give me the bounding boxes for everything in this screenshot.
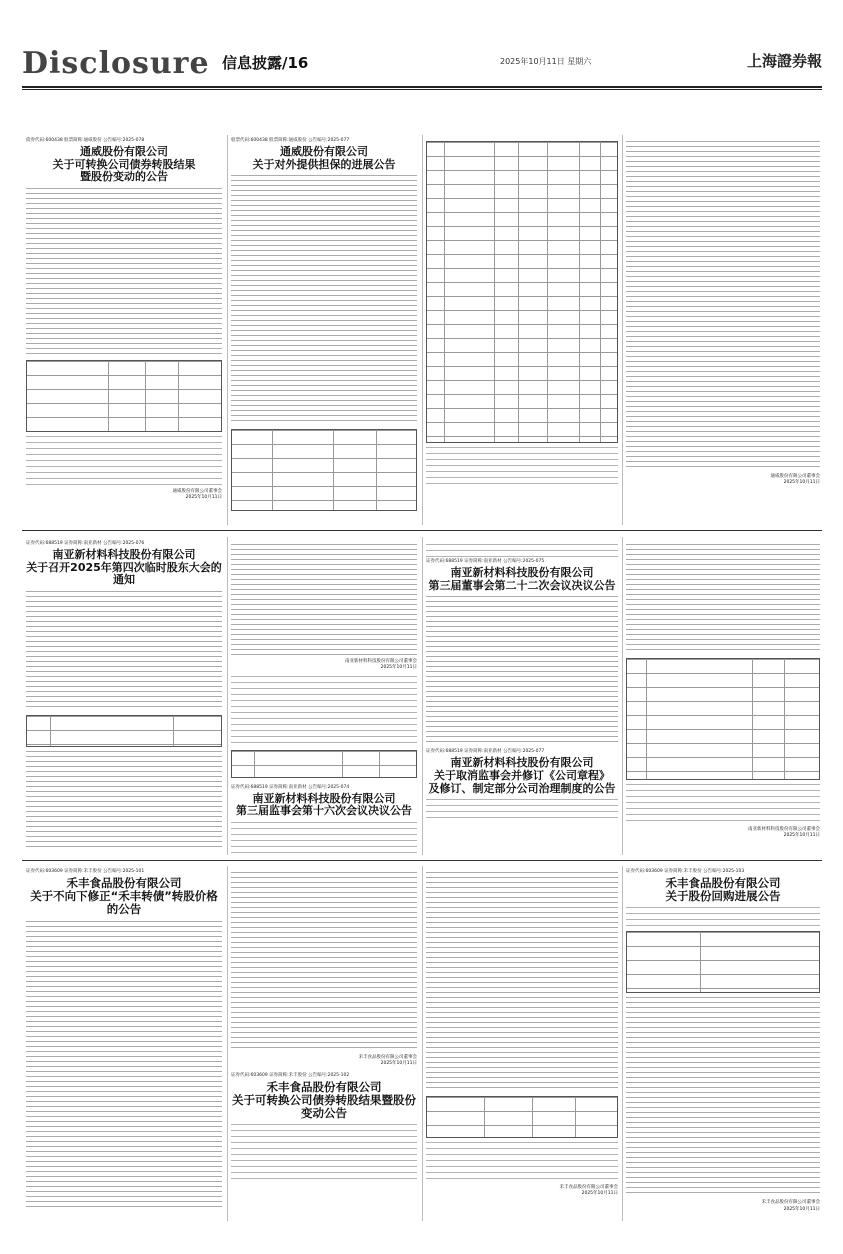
signature: 禾丰食品股份有限公司董事会 2025年10月11日 xyxy=(761,1200,820,1212)
announcement-codes: 证券代码:688519 证券简称:南亚新材 公告编号:2025-075 xyxy=(426,559,545,564)
announcement-codes: 证券代码:603609 证券简称:禾丰股份 公告编号:2025-102 xyxy=(231,1072,350,1078)
table-notes xyxy=(426,447,618,487)
column-divider xyxy=(227,866,228,1221)
brand-wordmark: Disclosure xyxy=(22,46,210,81)
announcement-body xyxy=(231,822,417,856)
announcement-body xyxy=(231,1124,417,1184)
column-divider xyxy=(422,537,423,855)
announcement-body xyxy=(626,141,820,471)
announcement-body xyxy=(231,872,417,1052)
signature: 南亚新材料科技股份有限公司董事会 2025年10月11日 xyxy=(345,659,417,671)
announcement-title: 禾丰食品股份有限公司 关于不向下修正“禾丰转债”转股价格的公告 xyxy=(30,876,218,917)
masthead-rule xyxy=(22,86,822,88)
announcement-codes: 债券代码:600438 股票简称:通威股份 公告编号:2025-078 xyxy=(26,138,145,143)
announcement-title: 通威股份有限公司 关于可转换公司债券转股结果 暨股份变动的公告 xyxy=(52,145,196,184)
band-divider xyxy=(22,860,822,861)
announcement-tongwei-conversion xyxy=(26,137,222,527)
announcement-tongwei-guarantee-cont xyxy=(626,137,820,527)
announcement-title: 南亚新材料科技股份有限公司 第三届监事会第十六次会议决议公告 xyxy=(236,791,412,818)
announcement-nanya-board xyxy=(426,540,618,856)
announcement-hefeng-conversion-cont xyxy=(426,868,618,1220)
announcement-title: 南亚新材料科技股份有限公司 关于召开2025年第四次临时股东大会的通知 xyxy=(26,548,222,587)
column-divider xyxy=(622,866,623,1221)
announcement-body xyxy=(26,188,222,356)
masthead xyxy=(22,40,822,84)
proxy-table xyxy=(231,750,417,778)
announcement-body xyxy=(626,784,820,824)
announcement-body xyxy=(231,175,417,425)
announcement-nanya-meeting-cont xyxy=(231,540,417,856)
signature: 禾丰食品股份有限公司董事会 2025年10月11日 xyxy=(358,1055,417,1067)
announcement-body xyxy=(426,799,618,823)
announcement-body xyxy=(626,907,820,927)
announcement-body xyxy=(426,872,618,1092)
column-divider xyxy=(422,135,423,525)
column-divider xyxy=(622,135,623,525)
announcement-body xyxy=(231,544,417,656)
announcement-title: 禾丰食品股份有限公司 关于股份回购进展公告 xyxy=(665,876,781,904)
signature: 通威股份有限公司董事会 2025年10月11日 xyxy=(770,474,820,486)
announcement-body xyxy=(26,436,222,486)
announcement-title: 禾丰食品股份有限公司 关于可转换公司债券转股结果暨股份变动公告 xyxy=(232,1079,416,1121)
announcement-codes: 证券代码:688519 证券简称:南亚新材 公告编号:2025-077 xyxy=(426,749,545,755)
announcement-codes: 证券代码:603609 证券简称:禾丰股份 公告编号:2025-103 xyxy=(626,869,745,874)
issue-date: 2025年10月11日 星期六 xyxy=(500,57,592,66)
signature: 南亚新材料科技股份有限公司董事会 2025年10月11日 xyxy=(748,827,820,839)
signature: 通威股份有限公司董事会 2025年10月11日 xyxy=(172,488,222,501)
guarantee-list-table xyxy=(426,141,618,443)
announcement-title: 通威股份有限公司 关于对外提供担保的进展公告 xyxy=(252,145,396,171)
announcement-title: 南亚新材料科技股份有限公司 关于取消监事会并修订《公司章程》 及修订、制定部分公司治理制度的公告 xyxy=(428,756,616,795)
announcement-tongwei-guarantee xyxy=(231,137,417,527)
column-divider xyxy=(227,135,228,525)
column-divider xyxy=(422,866,423,1221)
announcement-codes: 证券代码:603609 证券简称:禾丰股份 公告编号:2025-101 xyxy=(26,869,145,874)
proposal-table xyxy=(26,715,222,747)
band-divider xyxy=(22,530,822,531)
governance-rules-table xyxy=(626,658,820,780)
announcement-body xyxy=(426,596,618,746)
signature: 禾丰食品股份有限公司董事会 2025年10月11日 xyxy=(559,1185,618,1197)
announcement-body xyxy=(626,997,820,1197)
guarantee-table xyxy=(231,429,417,511)
announcement-hefeng-buyback xyxy=(626,868,820,1220)
buyback-plan-table xyxy=(626,931,820,993)
announcement-body xyxy=(26,751,222,851)
announcement-title: 南亚新材料科技股份有限公司 第三届董事会第二十二次会议决议公告 xyxy=(428,566,616,592)
contact-info xyxy=(426,1142,618,1182)
guarantee-detail-table xyxy=(426,137,618,527)
column-divider xyxy=(622,537,623,855)
masthead-rule-thin xyxy=(22,89,822,90)
announcement-codes: 股票代码:600438 股票简称:通威股份 公告编号:2025-077 xyxy=(231,138,350,143)
share-change-table xyxy=(26,360,222,432)
share-change-table xyxy=(426,1096,618,1138)
announcement-body xyxy=(626,544,820,654)
section-label: 信息披露/16 xyxy=(222,54,309,72)
announcement-body xyxy=(26,591,222,711)
announcement-nanya-governance xyxy=(626,540,820,856)
announcement-codes: 证券代码:688519 证券简称:南亚新材 公告编号:2025-074 xyxy=(231,784,350,790)
announcement-body xyxy=(426,544,618,558)
announcement-hefeng-price-cont xyxy=(231,868,417,1220)
announcement-codes: 证券代码:688519 证券简称:南亚新材 公告编号:2025-076 xyxy=(26,541,145,546)
proxy-form xyxy=(231,676,417,746)
column-divider xyxy=(227,537,228,855)
announcement-hefeng-price xyxy=(26,868,222,1220)
newspaper-name: 上海證券報 xyxy=(746,52,822,70)
announcement-nanya-shareholder-meeting xyxy=(26,540,222,856)
announcement-body xyxy=(26,921,222,1211)
